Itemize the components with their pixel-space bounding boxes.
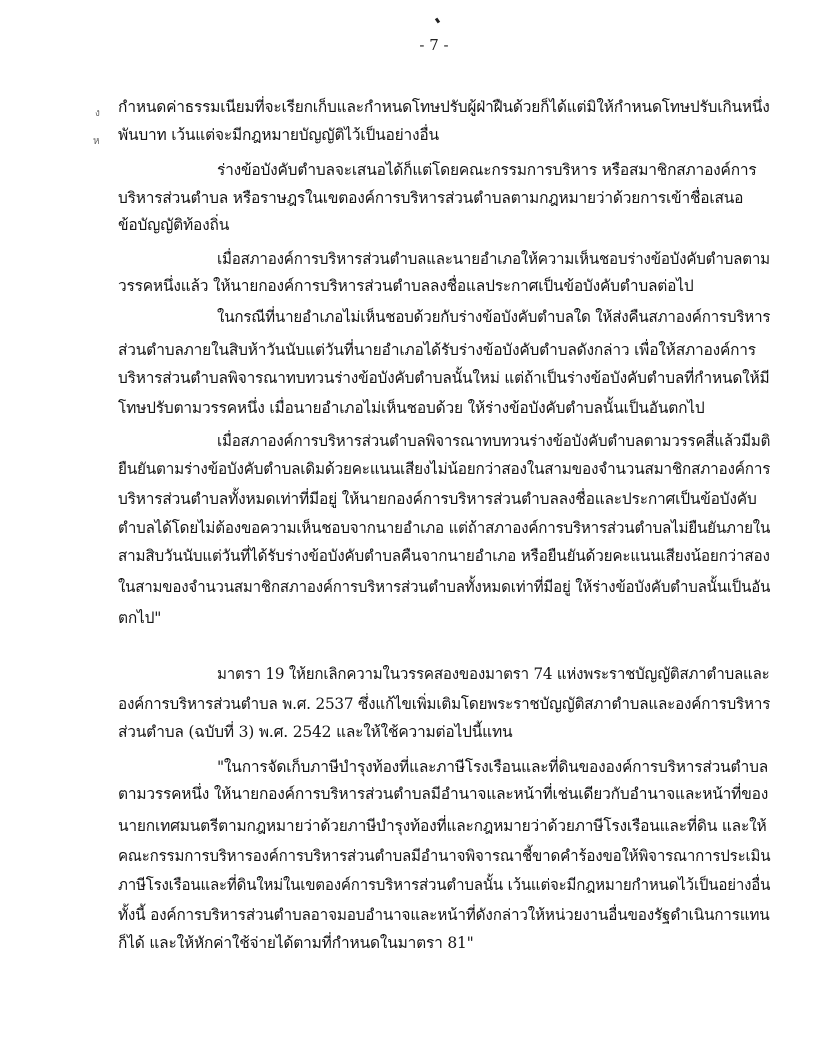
text-line: ข้อบัญญัติท้องถิ่น <box>118 216 230 234</box>
text-line: ในสามของจำนวนสมาชิกสภาองค์การบริหารส่วนตำบลทั้งหมดเท่าที่มีอยู่ ให้ร่างข้อบังคับตำบลนั้นเป็นอัน <box>118 578 771 596</box>
text-line: วรรคหนึ่งแล้ว ให้นายกองค์การบริหารส่วนตำบลลงชื่อแลประกาศเป็นข้อบังคับตำบลต่อไป <box>118 277 694 295</box>
text-line: เมื่อสภาองค์การบริหารส่วนตำบลและนายอำเภอให้ความเห็นชอบร่างข้อบังคับตำบลตาม <box>217 250 770 268</box>
margin-mark: ง <box>95 108 100 119</box>
text-line: ในกรณีที่นายอำเภอไม่เห็นชอบด้วยกับร่างข้อบังคับตำบลใด ให้ส่งคืนสภาองค์การบริหาร <box>217 308 771 326</box>
text-line: บริหารส่วนตำบล หรือราษฎรในเขตองค์การบริหารส่วนตำบลตามกฎหมายว่าด้วยการเข้าชื่อเสนอ <box>118 189 744 207</box>
margin-mark: ห <box>93 136 100 147</box>
text-line: พันบาท เว้นแต่จะมีกฎหมายบัญญัติไว้เป็นอย่างอื่น <box>118 126 439 144</box>
text-line: ส่วนตำบล (ฉบับที่ 3) พ.ศ. 2542 และให้ใช้ความต่อไปนี้แทน <box>118 723 513 741</box>
text-line: บริหารส่วนตำบลพิจารณาทบทวนร่างข้อบังคับตำบลนั้นใหม่ แต่ถ้าเป็นร่างข้อบังคับตำบลที่กำหนดให้มี <box>118 369 770 387</box>
text-line: "ในการจัดเก็บภาษีบำรุงท้องที่และภาษีโรงเรือนและที่ดินขององค์การบริหารส่วนตำบล <box>217 758 769 776</box>
page-number: - 7 - <box>419 36 449 54</box>
text-line: ก็ได้ และให้หักค่าใช้จ่ายได้ตามที่กำหนดในมาตรา 81" <box>118 934 474 952</box>
text-line: ร่างข้อบังคับตำบลจะเสนอได้ก็แต่โดยคณะกรรมการบริหาร หรือสมาชิกสภาองค์การ <box>217 161 757 179</box>
text-line: ทั้งนี้ องค์การบริหารส่วนตำบลอาจมอบอำนาจและหน้าที่ดังกล่าวให้หน่วยงานอื่นของรัฐดำเนินการแทน <box>118 906 770 924</box>
text-line: นายกเทศมนตรีตามกฎหมายว่าด้วยภาษีบำรุงท้องที่และกฎหมายว่าด้วยภาษีโรงเรือนและที่ดิน และให้ <box>118 817 767 835</box>
text-line: ตกไป" <box>118 609 162 627</box>
text-line: ตำบลได้โดยไม่ต้องขอความเห็นชอบจากนายอำเภอ แต่ถ้าสภาองค์การบริหารส่วนตำบลไม่ยืนยันภายใน <box>118 519 771 537</box>
scan-speck <box>435 18 440 24</box>
text-line: มาตรา 19 ให้ยกเลิกความในวรรคสองของมาตรา 74 แห่งพระราชบัญญัติสภาตำบลและ <box>217 665 770 683</box>
text-line: สามสิบวันนับแต่วันที่ได้รับร่างข้อบังคับตำบลคืนจากนายอำเภอ หรือยืนยันด้วยคะแนนเสียงน้อยกว่าสอง <box>118 547 770 565</box>
text-line: องค์การบริหารส่วนตำบล พ.ศ. 2537 ซึ่งแก้ไขเพิ่มเติมโดยพระราชบัญญัติสภาตำบลและองค์การบริหาร <box>118 695 771 713</box>
text-line: โทษปรับตามวรรคหนึ่ง เมื่อนายอำเภอไม่เห็นชอบด้วย ให้ร่างข้อบังคับตำบลนั้นเป็นอันตกไป <box>118 399 705 417</box>
text-line: ส่วนตำบลภายในสิบห้าวันนับแต่วันที่นายอำเภอได้รับร่างข้อบังคับตำบลดังกล่าว เพื่อให้สภาองค์การ <box>118 341 756 359</box>
text-line: เมื่อสภาองค์การบริหารส่วนตำบลพิจารณาทบทวนร่างข้อบังคับตำบลตามวรรคสี่แล้วมีมติ <box>217 432 771 450</box>
text-line: ภาษีโรงเรือนและที่ดินใหม่ในเขตองค์การบริหารส่วนตำบลนั้น เว้นแต่จะมีกฎหมายกำหนดไว้เป็นอย่างอื่น <box>118 876 771 894</box>
text-line: บริหารส่วนตำบลทั้งหมดเท่าที่มีอยู่ ให้นายกองค์การบริหารส่วนตำบลลงชื่อและประกาศเป็นข้อบังคับ <box>118 490 757 508</box>
text-line: คณะกรรมการบริหารองค์การบริหารส่วนตำบลมีอำนาจพิจารณาชี้ขาดคำร้องขอให้พิจารณาการประเมิน <box>118 847 771 865</box>
text-line: กำหนดค่าธรรมเนียมที่จะเรียกเก็บและกำหนดโทษปรับผู้ฝ่าฝืนด้วยก็ได้แต่มิให้กำหนดโทษปรับเกินหนึ่ง <box>118 98 770 116</box>
text-line: ตามวรรคหนึ่ง ให้นายกองค์การบริหารส่วนตำบลมีอำนาจและหน้าที่เช่นเดียวกับอำนาจและหน้าที่ของ <box>118 785 769 803</box>
text-line: ยืนยันตามร่างข้อบังคับตำบลเดิมด้วยคะแนนเสียงไม่น้อยกว่าสองในสามของจำนวนสมาชิกสภาองค์การ <box>118 460 771 478</box>
